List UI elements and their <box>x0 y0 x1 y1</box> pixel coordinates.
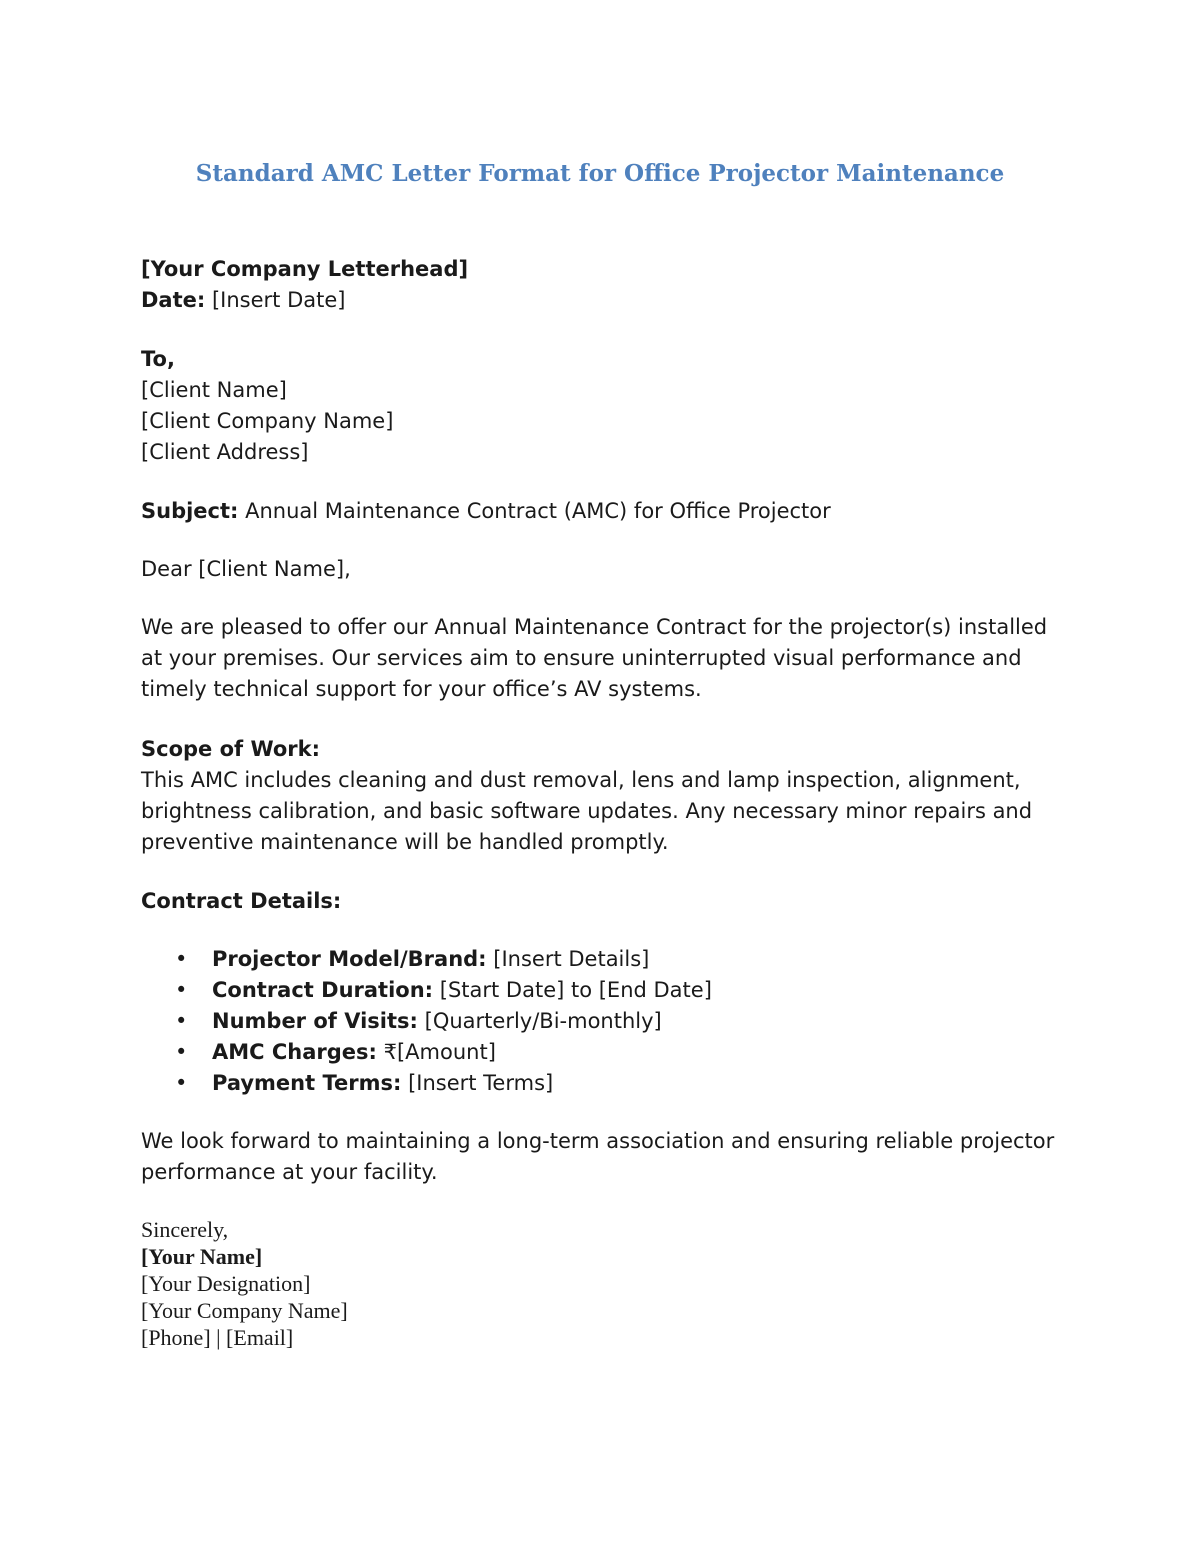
signer-company: [Your Company Name] <box>141 1298 348 1323</box>
bullet-icon: • <box>175 978 188 1002</box>
letter-header <box>141 254 1081 316</box>
bullet-icon: • <box>175 947 188 971</box>
client-address: [Client Address] <box>141 440 309 464</box>
detail-value: ₹[Amount] <box>376 1040 496 1064</box>
closing-line: performance at your facility. <box>141 1160 438 1184</box>
intro-line: timely technical support for your office’s AV systems. <box>141 677 702 701</box>
list-item <box>141 1068 1081 1099</box>
client-company: [Client Company Name] <box>141 409 394 433</box>
list-item <box>141 1037 1081 1068</box>
intro-paragraph <box>141 612 1081 705</box>
subject-label: Subject: <box>141 499 239 523</box>
subject-value: Annual Maintenance Contract (AMC) for Office Projector <box>238 499 831 523</box>
list-item <box>141 975 1081 1006</box>
sign-off: Sincerely, <box>141 1217 229 1242</box>
scope-heading: Scope of Work: <box>141 737 321 761</box>
detail-label: Projector Model/Brand: <box>212 947 487 971</box>
to-label: To, <box>141 347 175 371</box>
salutation <box>141 554 1081 585</box>
date-value: [Insert Date] <box>205 288 346 312</box>
document-title: Standard AMC Letter Format for Office Projector Maintenance <box>195 160 1005 187</box>
signature-block <box>141 1216 348 1351</box>
date-line <box>141 285 1081 316</box>
scope-line: This AMC includes cleaning and dust removal, lens and lamp inspection, alignment, <box>141 768 1021 792</box>
detail-value: [Quarterly/Bi-monthly] <box>417 1009 662 1033</box>
client-name: [Client Name] <box>141 378 287 402</box>
scope-section <box>141 734 1081 858</box>
list-item <box>141 1006 1081 1037</box>
closing-line: We look forward to maintaining a long-term association and ensuring reliable projector <box>141 1129 1055 1153</box>
signer-designation: [Your Designation] <box>141 1271 311 1296</box>
detail-label: Contract Duration: <box>212 978 434 1002</box>
date-label: Date: <box>141 288 206 312</box>
scope-line: preventive maintenance will be handled promptly. <box>141 830 669 854</box>
signer-name: [Your Name] <box>141 1244 263 1269</box>
list-item <box>141 944 1081 975</box>
detail-label: Payment Terms: <box>212 1071 402 1095</box>
salutation-text: Dear [Client Name], <box>141 557 351 581</box>
subject-line <box>141 496 1081 527</box>
letterhead: [Your Company Letterhead] <box>141 257 469 281</box>
bullet-icon: • <box>175 1071 188 1095</box>
contract-details-list <box>141 944 1081 1099</box>
intro-line: We are pleased to offer our Annual Maintenance Contract for the projector(s) installed <box>141 615 1048 639</box>
signer-contact: [Phone] | [Email] <box>141 1325 294 1350</box>
closing-paragraph <box>141 1126 1081 1188</box>
detail-label: AMC Charges: <box>212 1040 377 1064</box>
recipient-block <box>141 344 1081 468</box>
contract-heading: Contract Details: <box>141 889 342 913</box>
detail-value: [Start Date] to [End Date] <box>433 978 712 1002</box>
contract-heading-block <box>141 886 1081 917</box>
detail-value: [Insert Details] <box>486 947 650 971</box>
scope-line: brightness calibration, and basic software updates. Any necessary minor repairs and <box>141 799 1033 823</box>
intro-line: at your premises. Our services aim to ensure uninterrupted visual performance and <box>141 646 1022 670</box>
bullet-icon: • <box>175 1009 188 1033</box>
bullet-icon: • <box>175 1040 188 1064</box>
detail-value: [Insert Terms] <box>401 1071 554 1095</box>
detail-label: Number of Visits: <box>212 1009 418 1033</box>
